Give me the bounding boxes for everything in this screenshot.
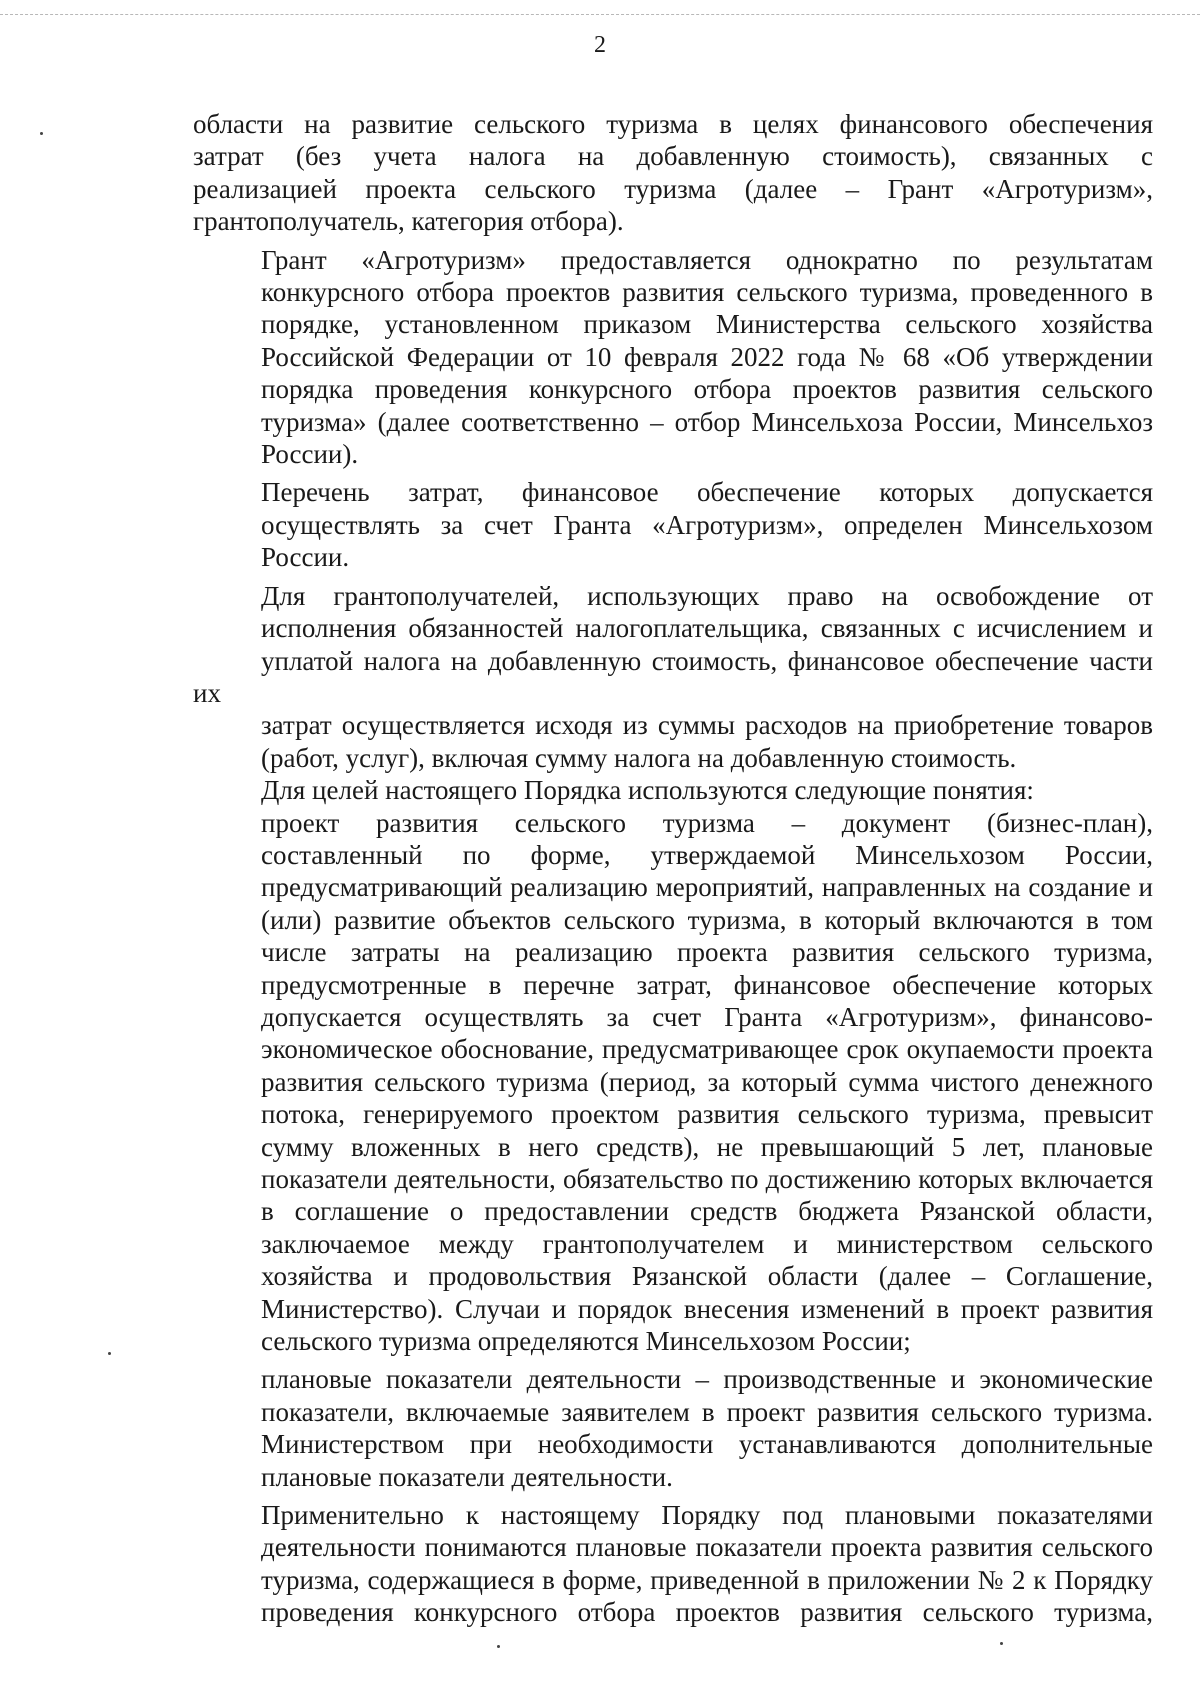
text-line: Перечень затрат, финансовое обеспечение которых допускается — [261, 477, 1153, 508]
text-line: исполнения обязанностей налогоплательщика, связанных с исчислением и — [261, 613, 1153, 644]
text-line: России. — [261, 542, 350, 573]
text-line: Министерство). Случаи и порядок внесения изменений в проект развития — [261, 1293, 1153, 1324]
text-line: потока, генерируемого проектом развития сельского туризма, превысит — [261, 1099, 1153, 1130]
text-line: деятельности понимаются плановые показатели проекта развития сельского — [261, 1532, 1153, 1563]
paragraph-project-definition — [193, 807, 1153, 1358]
text-line: допускается осуществлять за счет Гранта «Агротуризм», финансово- — [261, 1001, 1153, 1032]
text-line: сумму вложенных в него средств), не превышающий 5 лет, плановые — [261, 1131, 1153, 1162]
text-line: осуществлять за счет Гранта «Агротуризм», определен Минсельхозом — [261, 509, 1153, 540]
text-line: России). — [261, 439, 359, 470]
scan-edge-line — [0, 14, 1200, 15]
text-line: Российской Федерации от 10 февраля 2022 года № 68 «Об утверждении — [261, 341, 1153, 372]
paragraph-cost-list — [193, 476, 1153, 573]
text-line: хозяйства и продовольствия Рязанской области (далее – Соглашение, — [261, 1261, 1153, 1292]
paragraph-grant-provision — [193, 244, 1153, 471]
page-number: 2 — [594, 32, 606, 58]
text-line: сельского туризма определяются Минсельхозом России; — [261, 1326, 911, 1357]
paragraph-indicators-application — [193, 1499, 1153, 1629]
text-line: проведения конкурсного отбора проектов развития сельского туризма, — [261, 1597, 1153, 1628]
text-line: проект развития сельского туризма – документ (бизнес-план), — [261, 807, 1153, 838]
text-line: затрат (без учета налога на добавленную стоимость), связанных с — [193, 141, 1153, 172]
text-line: порядке, установленном приказом Министерства сельского хозяйства — [261, 309, 1153, 340]
paragraph-definitions-intro — [193, 774, 1153, 806]
text-line: плановые показатели деятельности – производственные и экономические — [261, 1364, 1153, 1395]
text-line: Применительно к настоящему Порядку под плановыми показателями — [261, 1500, 1153, 1531]
text-line: порядка проведения конкурсного отбора проектов развития сельского — [261, 374, 1153, 405]
text-line: конкурсного отбора проектов развития сельского туризма, проведенного в — [261, 277, 1153, 308]
text-line: туризма, содержащиеся в форме, приведенной в приложении № 2 к Порядку — [261, 1564, 1153, 1595]
text-line: (работ, услуг), включая сумму налога на добавленную стоимость. — [261, 742, 1017, 773]
document-body — [193, 108, 1153, 1629]
paragraph-vat-exemption — [193, 580, 1153, 774]
text-line: туризма» (далее соответственно – отбор Минсельхоза России, Минсельхоз — [261, 406, 1153, 437]
scan-speck — [108, 1352, 111, 1355]
text-line: в соглашение о предоставлении средств бюджета Рязанской области, — [261, 1196, 1153, 1227]
text-line: предусматривающий реализацию мероприятий, направленных на создание и — [261, 872, 1153, 903]
text-line: грантополучатель, категория отбора). — [193, 206, 624, 237]
text-line: заключаемое между грантополучателем и министерством сельского — [261, 1228, 1153, 1259]
text-line: предусмотренные в перечне затрат, финансовое обеспечение которых — [261, 969, 1153, 1000]
scan-speck — [40, 132, 43, 135]
text-line: составленный по форме, утверждаемой Минсельхозом России, — [261, 839, 1153, 870]
text-line: экономическое обоснование, предусматривающее срок окупаемости проекта — [261, 1034, 1153, 1065]
paragraph-planned-indicators — [193, 1363, 1153, 1493]
text-line: развития сельского туризма (период, за который сумма чистого денежного — [261, 1066, 1153, 1097]
text-line: Для целей настоящего Порядка используются следующие понятия: — [261, 775, 1034, 806]
scan-speck — [1000, 1642, 1003, 1645]
text-line: Для грантополучателей, использующих право на освобождение от — [261, 580, 1153, 611]
text-line: Министерством при необходимости устанавливаются дополнительные — [261, 1429, 1153, 1460]
text-line: уплатой налога на добавленную стоимость, финансовое обеспечение части их — [193, 645, 1153, 708]
text-line: Грант «Агротуризм» предоставляется однократно по результатам — [261, 244, 1153, 275]
text-line: затрат осуществляется исходя из суммы расходов на приобретение товаров — [261, 710, 1153, 741]
text-line: числе затраты на реализацию проекта развития сельского туризма, — [261, 937, 1153, 968]
scan-speck — [497, 1645, 500, 1648]
text-line: области на развитие сельского туризма в целях финансового обеспечения — [193, 109, 1153, 139]
text-line: (или) развитие объектов сельского туризма, в который включаются в том — [261, 904, 1153, 935]
text-line: плановые показатели деятельности. — [261, 1461, 673, 1492]
text-line: показатели, включаемые заявителем в проект развития сельского туризма. — [261, 1396, 1153, 1427]
text-line: показатели деятельности, обязательство по достижению которых включается — [261, 1164, 1153, 1194]
text-line: реализацией проекта сельского туризма (далее – Грант «Агротуризм», — [193, 173, 1153, 204]
paragraph-grant-definition — [193, 108, 1153, 238]
